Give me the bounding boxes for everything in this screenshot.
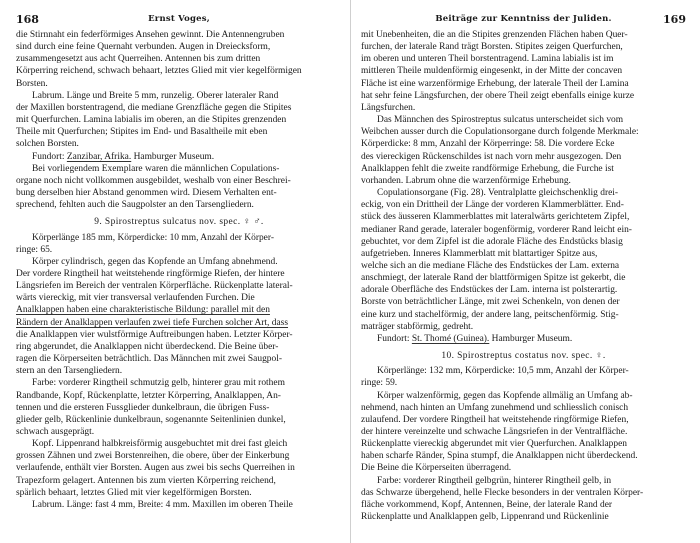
left-body-text <box>16 29 342 511</box>
text-line: Die Beine die Körperseiten überragend. <box>361 463 512 474</box>
text-line: sprechend, fehlten auch die Saugpolster an den Tarsengliedern. <box>16 200 254 211</box>
text-line: solchen Borsten. <box>16 139 79 150</box>
text-line: Körper walzenförmig, gegen das Kopfende allmälig an Umfang ab- <box>377 390 633 401</box>
fundort-line <box>361 333 686 345</box>
text-line: maträger stabförmig, gedreht. <box>361 321 474 332</box>
text-line: Rändern der Analklappen verlaufen zwei tiefe Furchen solcher Art, dass <box>16 317 289 328</box>
text-line: ringe: 65. <box>16 244 53 255</box>
text-line: Körperlänge: 132 mm, Körperdicke: 10,5 mm, Anzahl der Körper- <box>377 366 629 377</box>
text-line: Längsfurchen. <box>361 102 416 113</box>
text-line: haben scharfe Ränder, Spina stumpf, die Analklappen nicht überdeckend. <box>361 451 638 462</box>
text-line: Randbande, Kopf, Rückenplatte, letzter Körperring, Analklappen, An- <box>16 390 281 401</box>
text-line: eine kurz und stachelförmig, der andere lang, peitschenförmig. Stig- <box>361 309 619 320</box>
text-line: hat sehr feine Längsfurchen, der obere Theil zeigt ebenfalls einige kurze <box>361 90 635 101</box>
section-heading-9: 9. Spirostreptus sulcatus nov. spec. ♀ ♂. <box>94 217 264 228</box>
text-line: vorhanden. Labrum ohne die warzenförmige Erhebung. <box>361 175 571 186</box>
fundort-label: Fundort: <box>377 333 412 344</box>
text-line: der hintere vereinzelte und schwache Längsriefen in der Ventralfläche. <box>361 427 628 437</box>
text-line: welche sich an die mediane Fläche des Endstückes der Lam. externa <box>361 260 620 271</box>
text-line: Längsriefen im Bereich der ventralen Körperfläche. Rückenplatte lateral- <box>16 281 293 292</box>
text-line: stern an den Tarsengliedern. <box>16 366 123 377</box>
text-line: der Maxillen borstentragend, die mediane Grenzfläche gegen die Stipites <box>16 102 292 113</box>
page-number-right: 169 <box>663 13 686 26</box>
text-line: ragen die Körperseiten beträchtlich. Das Männchen mit zwei Saugpol- <box>16 354 282 365</box>
text-line: Körperring reichend, schwach behaart, letztes Glied mit vier kegelförmigen <box>16 66 302 77</box>
text-line: schwach ausgeprägt. <box>16 427 95 437</box>
text-line: aufgetrieben. Inneres Klammerblatt mit blattartiger Spitze aus, <box>361 248 598 259</box>
text-line: mit Unebenheiten, die an die Stipites grenzenden Flächen haben Quer- <box>361 30 628 40</box>
text-line: tennen und die ersteren Fussglieder dunkelbraun, die übrigen Fuss- <box>16 402 270 413</box>
fundort-museum: Hamburger Museum. <box>131 151 215 162</box>
text-line: glieder gelb, Rückenlinie dunkelbraun, sogenannte Seitenlinien dunkel, <box>16 414 286 425</box>
fundort-place: Zanzibar, Afrika. <box>66 151 132 162</box>
text-line: ringe: 59. <box>361 378 398 389</box>
right-header <box>361 13 686 29</box>
text-line: die Analklappen vier wulstförmige Auftreibungen haben. Letzter Körper- <box>16 329 293 340</box>
text-line: Labrum. Länge: fast 4 mm, Breite: 4 mm. Maxillen im oberen Theile <box>32 499 293 510</box>
text-line: adorale Oberfläche des Endstückes der Lam. interna ist polsterartig. <box>361 285 618 296</box>
text-line: Borsten. <box>16 78 48 89</box>
text-line: zulaufend. Der vordere Ringtheil hat weitstehende ringförmige Riefen, <box>361 414 629 425</box>
right-page <box>350 0 700 543</box>
text-line: ring abgerundet, die Analklappen nicht überdeckend. Die Beine über- <box>16 341 279 352</box>
text-line: Kopf. Lippenrand halbkreisförmig ausgebuchtet mit drei fast gleich <box>32 439 288 450</box>
text-line: nehmend, nach hinten an Umfang zunehmend und schliesslich conisch <box>361 402 629 413</box>
text-line: die Stirnnaht ein federförmiges Ansehen gewinnt. Die Antennengruben <box>16 30 285 40</box>
text-line: Copulationsorgane (Fig. 28). Ventralplatte gleichschenklig drei- <box>377 188 619 199</box>
text-line: zusammengesetzt aus acht Querreihen. Antennen bis zum dritten <box>16 54 261 65</box>
text-line: des viereckigen Rückenschildes ist nach vorn mehr ausgezogen. Den <box>361 151 622 162</box>
text-line: Körperdicke: 8 mm, Anzahl der Körperringe: 58. Die vordere Ecke <box>361 139 615 150</box>
text-line: fläche vorkommend, Kopf, Antennen, Beine, der laterale Rand der <box>361 499 613 510</box>
text-line: Das Männchen des Spirostreptus sulcatus unterscheidet sich vom <box>377 115 624 126</box>
text-line: anschmiegt, der laterale Rand der blattförmigen Spitze ist gekerbt, die <box>361 273 626 284</box>
text-line: Der vordere Ringtheil hat weitstehende ringförmige Riefen, der hintere <box>16 268 285 279</box>
text-line: spärlich behaart, letztes Glied mit vier kegelförmigen Borsten. <box>16 487 252 498</box>
text-line: Weibchen ausser durch die Copulationsorgane durch folgende Merkmale: <box>361 127 639 138</box>
running-head-right: Beiträge zur Kenntniss der Juliden. <box>435 14 612 24</box>
text-line: sind durch eine feine Quernaht verbunden. Augen in Dreiecksform, <box>16 42 271 53</box>
text-line: stück des äusseren Klammerblattes mit lateralwärts gerichtetem Zipfel, <box>361 212 630 223</box>
text-line: Rückenplatte viereckig abgerundet mit vier Querfurchen. Analklappen <box>361 439 627 450</box>
running-head-left: Ernst Voges, <box>148 14 210 24</box>
text-line: Körper cylindrisch, gegen das Kopfende an Umfang abnehmend. <box>32 256 278 267</box>
text-line: Fläche ist eine warzenförmige Erhebung, der laterale Theil der Lamina <box>361 78 629 89</box>
text-line: organe noch nicht vollkommen ausgebildet, weshalb von einer Beschrei- <box>16 175 291 186</box>
text-line: im oberen und unteren Theil borstentragend. Lamina labialis ist im <box>361 54 614 65</box>
text-line: das Schwarze übergehend, helle Flecke besonders in der ventralen Körper- <box>361 487 644 498</box>
text-line: eckig, von ein Drittheil der Länge der vorderen Klammerblätter. End- <box>361 200 624 211</box>
left-header <box>16 13 342 29</box>
fundort-museum: Hamburger Museum. <box>489 333 573 344</box>
text-line: gebuchtet, vor dem Zipfel ist die adorale Fläche des Endstücks blasig <box>361 236 623 247</box>
text-line: furchen, der laterale Rand trägt Borsten. Stipites zeigen Querfurchen, <box>361 42 623 53</box>
section-heading-10: 10. Spirostreptus costatus nov. spec. ♀. <box>441 351 606 362</box>
text-line: Bei vorliegendem Exemplare waren die männlichen Copulations- <box>32 163 280 174</box>
text-line: grossen Zähnen und zwei Borstenreihen, die obere, über der Einkerbung <box>16 451 290 462</box>
text-line: medianer Rand gerade, lateraler bogenförmig, vorderer Rand leicht ein- <box>361 224 632 235</box>
text-line: Labrum. Länge und Breite 5 mm, runzelig. Oberer lateraler Rand <box>32 90 279 101</box>
text-line: Körperlänge 185 mm, Körperdicke: 10 mm, Anzahl der Körper- <box>32 232 274 243</box>
text-line: mittleren Theile muldenförmig eingesenkt, in der Mitte der concaven <box>361 66 623 77</box>
text-line: Farbe: vorderer Ringtheil gelbgrün, hinterer Ringtheil gelb, in <box>377 475 612 486</box>
text-line: Borste von beträchtlicher Länge, mit zwei Schenkeln, von denen der <box>361 297 620 308</box>
text-line: Theile mit Querfurchen; Stipites im End- und Basaltheile mit eben <box>16 127 268 138</box>
text-line: wärts viereckig, mit vier transversal verlaufenden Furchen. Die <box>16 293 255 304</box>
text-line: mit Querfurchen. Lamina labialis im oberen, an die Stipites grenzenden <box>16 115 287 126</box>
text-line: Farbe: vorderer Ringtheil schmutzig gelb, hinterer grau mit rothem <box>32 378 285 389</box>
text-line: verlaufende, enthält vier Borsten. Augen aus zwei bis sechs Querreihen in <box>16 463 295 474</box>
text-line: bung derselben hier Abstand genommen wird. Diesem Verhalten ent- <box>16 188 277 199</box>
fundort-line <box>16 151 342 163</box>
text-line: Rückenplatte und Analklappen gelb, Lippenrand und Rückenlinie <box>361 512 609 523</box>
text-line: Trapezform gelagert. Antennen bis zum vierten Körperring reichend, <box>16 475 276 486</box>
text-line: Analklappen haben eine charakteristische Bildung: parallel mit den <box>16 305 270 316</box>
text-line: Analklappen fehlt die zweite randförmige Erhebung, die Furche ist <box>361 163 614 174</box>
fundort-label: Fundort: <box>32 151 67 162</box>
right-body-text <box>361 29 686 523</box>
fundort-place: St. Thomé (Guinea). <box>411 333 490 344</box>
page-number-left: 168 <box>16 13 39 26</box>
